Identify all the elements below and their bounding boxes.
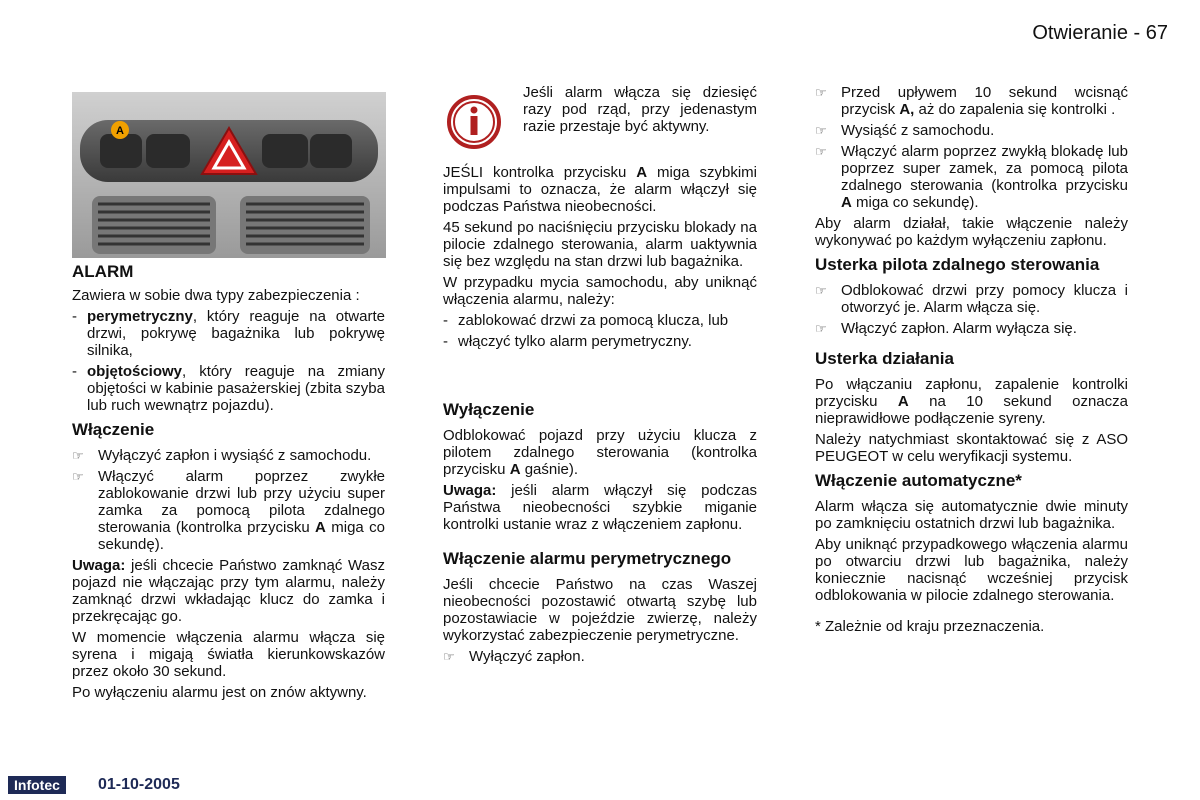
list-item: ☞ Wyłączyć zapłon. — [443, 648, 585, 665]
brand-logo: Infotec — [8, 776, 66, 794]
list-item: - objętościowy, który reaguje na zmiany objętości w kabinie pasażerskiej (zbita szyba lub ruch wewnątrz pojazdu). — [72, 363, 385, 414]
paragraph: W momencie włączenia alarmu włącza się syrena i migają światła kierunkowskazów przez około 30 sekund. — [72, 629, 385, 680]
remote-fault-steps — [815, 282, 1128, 337]
note-paragraph: Uwaga: jeśli alarm włączył się podczas Państwa nieobecności szybkie miganie kontrolki ustanie wraz z włączeniem zapłonu. — [443, 482, 757, 533]
column-1 — [72, 262, 385, 705]
paragraph: Alarm włącza się automatycznie dwie minuty po zamknięciu ostatnich drzwi lub bagażnika. — [815, 498, 1128, 532]
heading-alarm: ALARM — [72, 262, 134, 281]
paragraph: W przypadku mycia samochodu, aby uniknąć włączenia alarmu, należy: — [443, 274, 757, 308]
paragraph: Aby alarm działał, takie włączenie należy wykonywać po każdym wyłączeniu zapłonu. — [815, 215, 1128, 249]
heading-remote-fault: Usterka pilota zdalnego sterowania — [815, 255, 1100, 274]
list-item: - włączyć tylko alarm perymetryczny. — [443, 333, 692, 350]
paragraph: JEŚLI kontrolka przycisku A miga szybkimi impulsami to oznacza, że alarm włączył się podczas Państwa nieobecności. — [443, 164, 757, 215]
list-item: ☞ Włączyć zapłon. Alarm wyłącza się. — [815, 320, 1077, 337]
paragraph: Należy natychmiast skontaktować się z ASO PEUGEOT w celu weryfikacji systemu. — [815, 431, 1128, 465]
pointing-hand-icon: ☞ — [815, 144, 827, 159]
pointing-hand-icon: ☞ — [72, 448, 84, 463]
pointing-hand-icon: ☞ — [815, 283, 827, 298]
note-paragraph: Uwaga: jeśli chcecie Państwo zamknąć Wasz pojazd nie włączając przy tym alarmu, należy zamknąć drzwi wkładając klucz do zamka i przekręcając go. — [72, 557, 385, 625]
paragraph: Jeśli chcecie Państwo na czas Waszej nieobecności pozostawić otwartą szybę lub pozostawiacie w pojeździe zwierzę, należy wykorzystać zabezpieczenie perymetryczne. — [443, 576, 757, 644]
list-item: ☞ Wysiąść z samochodu. — [815, 122, 995, 139]
heading-malfunction: Usterka działania — [815, 349, 954, 368]
pointing-hand-icon: ☞ — [72, 469, 84, 484]
list-item: - zablokować drzwi za pomocą klucza, lub — [443, 312, 729, 329]
footnote: * Zależnie od kraju przeznaczenia. — [815, 618, 1045, 635]
pointing-hand-icon: ☞ — [815, 123, 827, 138]
list-item: ☞ Włączyć alarm poprzez zwykłą blokadę lub poprzez super zamek, za pomocą pilota zdalnego sterowania (kontrolka przycisku A miga co sekundę). — [815, 143, 1128, 211]
perimeter-steps-continued — [815, 84, 1128, 211]
wlaczenie-steps — [72, 447, 385, 553]
paragraph: Po włączaniu zapłonu, zapalenie kontrolki przycisku A na 10 sekund oznacza nieprawidłowe podłączenie syreny. — [815, 376, 1128, 427]
paragraph: Odblokować pojazd przy użyciu klucza z pilotem zdalnego sterowania (kontrolka przycisku A gaśnie). — [443, 427, 757, 478]
page-title: Otwieranie - 67 — [1032, 22, 1168, 44]
dashboard-photo — [72, 92, 386, 258]
info-text: Jeśli alarm włącza się dziesięć razy pod rząd, przy jedenastym razie przestaje być aktywny. — [523, 84, 757, 135]
pointing-hand-icon: ☞ — [815, 321, 827, 336]
list-item: ☞ Przed upływem 10 sekund wcisnąć przycisk A, aż do zapalenia się kontrolki . — [815, 84, 1128, 118]
print-date: 01-10-2005 — [98, 776, 180, 793]
paragraph: 45 sekund po naciśnięciu przycisku blokady na pilocie zdalnego sterowania, alarm uaktywnia się bez względu na stan drzwi lub bagażnika. — [443, 219, 757, 270]
list-item: ☞ Odblokować drzwi przy pomocy klucza i otworzyć je. Alarm włącza się. — [815, 282, 1128, 316]
pointing-hand-icon: ☞ — [443, 649, 455, 664]
button-a-label: A — [116, 125, 124, 137]
info-icon — [444, 92, 508, 152]
alarm-intro: Zawiera w sobie dwa typy zabezpieczenia : — [72, 287, 360, 304]
column-3 — [815, 84, 1128, 639]
column-2-info — [523, 84, 757, 139]
list-item: ☞ Włączyć alarm poprzez zwykłe zablokowanie drzwi lub przy użyciu super zamka za pomocą pilota zdalnego sterowania (kontrolka przycisku A miga co sekundę). — [72, 468, 385, 553]
heading-automatic: Włączenie automatyczne* — [815, 471, 1022, 490]
heading-perimeter: Włączenie alarmu perymetrycznego — [443, 549, 732, 568]
heading-wlaczenie: Włączenie — [72, 420, 155, 439]
pointing-hand-icon: ☞ — [815, 85, 827, 100]
paragraph: Po wyłączeniu alarmu jest on znów aktywny. — [72, 684, 367, 701]
paragraph: Aby uniknąć przypadkowego włączenia alarmu po otwarciu drzwi lub bagażnika, należy koniecznie nacisnąć wcześniej przycisk odblokowania w pilocie zdalnego sterowania. — [815, 536, 1128, 604]
column-2 — [443, 164, 757, 669]
list-item: - perymetryczny, który reaguje na otwarte drzwi, pokrywę bagażnika lub pokrywę silnika, — [72, 308, 385, 359]
perimeter-steps — [443, 648, 757, 665]
list-item: ☞ Wyłączyć zapłon i wysiąść z samochodu. — [72, 447, 372, 464]
washing-list — [443, 312, 757, 350]
alarm-types-list — [72, 308, 385, 414]
heading-wylaczenie: Wyłączenie — [443, 400, 535, 419]
